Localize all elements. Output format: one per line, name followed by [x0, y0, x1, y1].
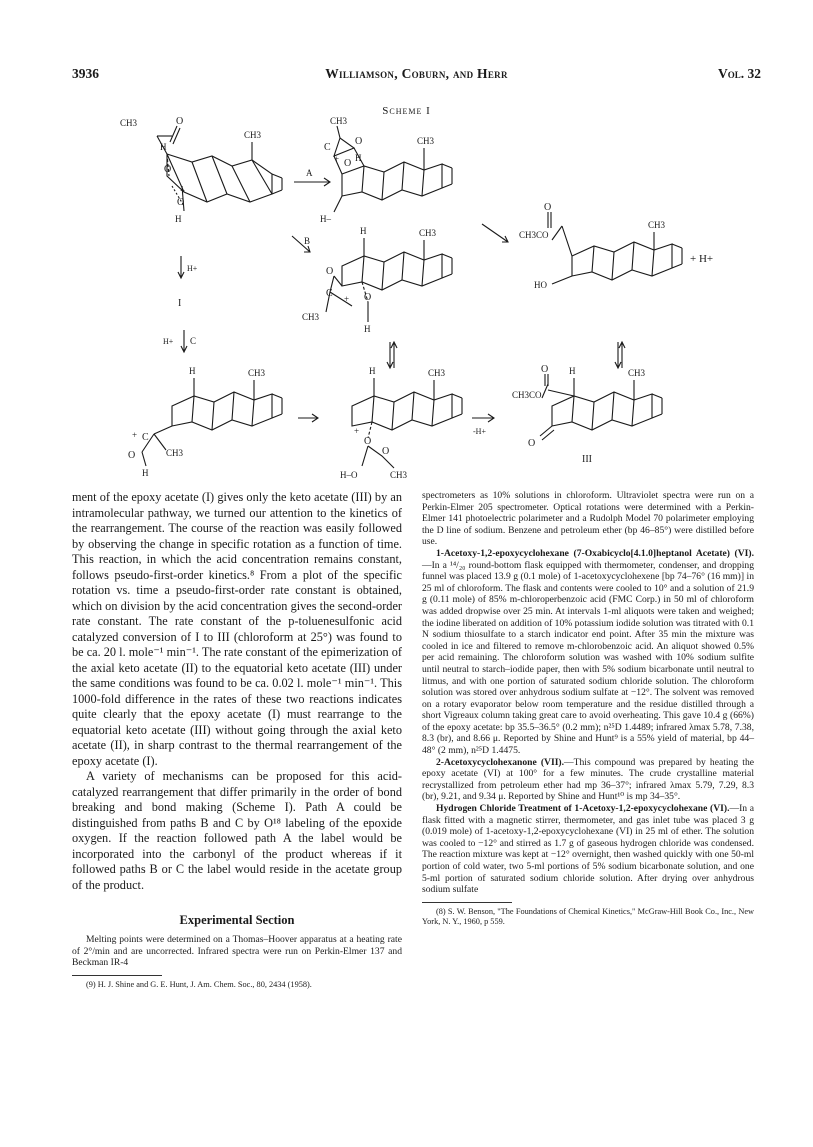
- heading-compound-vi: 1-Acetoxy-1,2-epoxycyclohexane (7-Oxabicyclo[4.1.0]heptanol Acetate) (VI).: [436, 547, 754, 559]
- heading-hcl-treatment: Hydrogen Chloride Treatment of 1-Acetoxy-1,2-epoxycyclohexane (VI).: [436, 803, 730, 815]
- atom-h-o: H–O: [340, 470, 358, 480]
- compound-label-i: I: [178, 298, 182, 309]
- left-paragraph-2: A variety of mechanisms can be proposed for this acid-catalyzed rearrangement that differ primarily in the order of bond breaking and bond making (Scheme I). Path A could be distinguished from paths B and C by O¹⁸ labeling of the epoxide oxygen. If the reaction followed path A the label would be incorporated into the carbonyl of the product whereas if it followed paths B or C the label would reside in the acetate group of the product.: [72, 769, 402, 892]
- arrow-to-keto-acetate: [482, 224, 508, 242]
- right-paragraph-4-text: —In a flask fitted with a magnetic stirrer, thermometer, and gas inlet tube was placed 3 g (0.019 mole) of 1-acetoxy-1,2-epoxycyclohexane (VI) in 25 ml of ether. The solution was cooled to −12° and stirred as 1.7 g of gaseous hydrogen chloride was condensed. The reaction mixture was kept at −12° overnight, then washed quickly with one 50-ml portion of cold water, two 5-ml portions of 5% sodium bicarbonate solution, and one 5-ml portion of saturated sodium chloride solution. After drying over anhydrous sodium sulfate: [422, 803, 754, 896]
- label-h-plus-2: H+: [163, 337, 174, 346]
- atom-ch3co-1: CH3CO: [519, 230, 549, 240]
- scheme-title: Scheme I: [382, 105, 431, 117]
- label-plus-h-plus: + H+: [690, 253, 714, 265]
- atom-ch3-2: CH3: [244, 130, 262, 140]
- atom-o-3: O: [177, 197, 185, 208]
- atom-ch3-8: CH3: [248, 368, 266, 378]
- atom-o-12: O: [541, 364, 549, 375]
- atom-h-7: H: [142, 468, 149, 478]
- arrow-minus-h-plus: [472, 414, 494, 436]
- charge-plus-5: +: [354, 426, 360, 436]
- running-authors: Williamson, Coburn, and Herr: [325, 66, 508, 81]
- atom-ch3-9: CH3: [166, 448, 184, 458]
- footnote-9: (9) H. J. Shine and G. E. Hunt, J. Am. Chem. Soc., 80, 2434 (1958).: [86, 979, 312, 989]
- charge-plus-4: +: [132, 430, 138, 440]
- reaction-scheme: [72, 116, 762, 486]
- charge-plus-2: +: [334, 154, 340, 164]
- footnote-rule-left: [72, 975, 162, 976]
- equilibrium-arrows: [387, 342, 625, 368]
- structure-acetoxonium-intermediate: [320, 116, 452, 224]
- atom-c-3: C: [142, 432, 149, 443]
- charge-plus-3: +: [344, 294, 350, 304]
- footnote-rule-right: [422, 902, 512, 903]
- compound-label-iii: III: [582, 454, 592, 465]
- atom-o-10: O: [364, 436, 372, 447]
- atom-h-5: H: [364, 324, 371, 334]
- atom-ch3-5: CH3: [419, 228, 437, 238]
- atom-h-4: H: [360, 226, 367, 236]
- atom-h-2: H: [175, 214, 182, 224]
- right-paragraph-3-text: —This compound was prepared by heating the epoxy acetate (VI) at 100° for a few minutes. The crude crystalline material recrystallized from petroleum ether had mp 36–37°; infrared λmax 5.79, 7.29, 8.3 (br), 9.21, and 9.34 μ. Reported by Shine and Hunt¹⁰ is mp 34–35°.: [422, 756, 754, 803]
- structure-protonated-epoxy-acetate: [120, 116, 282, 224]
- structure-iii: [512, 364, 662, 465]
- atom-ch3-12: CH3: [628, 368, 646, 378]
- atom-h-3: H: [355, 153, 362, 163]
- arrow-path-b: [292, 236, 310, 252]
- structure-bottom-left: [128, 366, 282, 478]
- atom-o-2: O: [164, 164, 172, 175]
- atom-o-5: O: [344, 158, 352, 169]
- left-column: [72, 490, 402, 990]
- atom-c-2: C: [326, 288, 333, 299]
- atom-o-7: O: [364, 292, 372, 303]
- heading-compound-vii: 2-Acetoxycyclohexanone (VII).: [436, 756, 565, 768]
- right-column: [422, 490, 754, 927]
- atom-ch3co-2: CH3CO: [512, 390, 542, 400]
- atom-o-13: O: [528, 438, 536, 449]
- atom-h-dash-1: H–: [320, 214, 331, 224]
- arrow-path-a: [294, 168, 330, 186]
- atom-ch3-3: CH3: [330, 116, 348, 126]
- right-paragraph-2-text: —In a ¹⁴/₂₀ round-bottom flask equipped with thermometer, condenser, and dropping funnel was placed 13.9 g (0.1 mole) of 1-acetoxycyclohexene [bp 74–76° (16 mm)] in 25 ml of chloroform. The flask and contents were cooled to 10° and a solution of 21.9 g (0.11 mole) of 85% m-chloroperbenzoic acid (FMC Corp.) in 50 ml of chloroform was added dropwise over 25 min. At intervals 1-ml aliquots were taken and weighed; the iodine liberated on addition of 10% potassium iodide solution was titrated with 0.1 N sodium thiosulfate to a starch indicator end point. After 35 min the mixture was cooled in ice and filtered to remove m-chlorobenzoic acid. An aliquot showed 0.5% per acid remaining. The chloroform solution was washed with 10% sodium sulfite until neutral to starch–iodide paper, then with 5% sodium bicarbonate until neutral to litmus, and with one portion of saturated sodium chloride solution. The chloroform solution was stored over anhydrous sodium sulfate at −12°. The solvent was removed on a rotary evaporator below room temperature and the residue distilled through a short Vigreaux column taking great care to avoid overheating. This gave 10.4 g (66%) of the epoxy acetate: bp 35.5–36.5° (0.2 mm); n²⁵D 1.4489; infrared λmax 5.78, 7.38, 8.3 (br), and 8.66 μ. Reported by Shine and Hunt⁹ is a 55% yield of material, bp 44–48° (2 mm), n²⁵D 1.4475.: [422, 559, 754, 757]
- atom-ch3-4: CH3: [417, 136, 435, 146]
- atom-h-6: H: [189, 366, 196, 376]
- atom-ho: HO: [534, 280, 547, 290]
- atom-o-8: O: [544, 202, 552, 213]
- atom-ch3-6: CH3: [302, 312, 320, 322]
- page-number: 3936: [72, 66, 99, 81]
- structure-oxocarbenium: [302, 226, 452, 334]
- label-minus-h-plus: -H+: [473, 427, 486, 436]
- section-heading-experimental: Experimental Section: [179, 913, 295, 927]
- right-paragraph-3: [422, 757, 754, 803]
- right-paragraph-2: [422, 548, 754, 757]
- label-h-plus-1: H+: [187, 264, 198, 273]
- label-path-b: B: [304, 236, 311, 246]
- atom-h-1: H: [160, 142, 167, 152]
- atom-c-1: C: [324, 142, 331, 153]
- atom-o-4: O: [355, 136, 363, 147]
- charge-plus-1: +: [180, 186, 186, 196]
- right-paragraph-4: [422, 803, 754, 896]
- atom-o-11: O: [382, 446, 390, 457]
- atom-o-9: O: [128, 450, 136, 461]
- footnote-8: (8) S. W. Benson, "The Foundations of Chemical Kinetics," McGraw-Hill Book Co., Inc., New York, N. Y., 1960, p 559.: [422, 906, 754, 927]
- label-path-c: C: [190, 336, 197, 346]
- left-paragraph-1: ment of the epoxy acetate (I) gives only the keto acetate (III) by an intramolecular pathway, we turned our attention to the kinetics of the rearrangement. The course of the reaction was easily followed by observing the change in specific rotation as a function of time. This reaction, in which the acid concentration remains constant, follows pseudo-first-order kinetics.⁸ From a plot of the specific rotation vs. time a pseudo-first-order rate constant is obtained, which on division by the acid concentration gives the second-order rate constant. The rate constant of the p-toluenesulfonic acid catalyzed conversion of I to III (chloroform at 25°) was found to be ca. 20 l. mole⁻¹ min⁻¹. The rate constant of the epimerization of the axial keto acetate (II) to the equatorial keto acetate (III) under the same conditions was found to be ca. 0.02 l. mole⁻¹ min⁻¹. This 1000-fold difference in the rates of these two reactions indicates quite clearly that the epoxy acetate (I) must rearrange to the equatorial keto acetate (III) without going through the axial keto acetate (II), in sharp contrast to the thermal rearrangement of the epoxy acetate (I).: [72, 490, 402, 768]
- atom-h-8: H: [369, 366, 376, 376]
- atom-ch3-1: CH3: [120, 118, 138, 128]
- atom-o-1: O: [176, 116, 184, 127]
- structure-bottom-middle: [340, 366, 462, 480]
- compound-i-block: [163, 256, 198, 352]
- atom-ch3-7: CH3: [648, 220, 666, 230]
- atom-o-6: O: [326, 266, 334, 277]
- running-header: [72, 66, 761, 84]
- structure-keto-acetate-protonated: [519, 202, 713, 290]
- arrow-bottom-left: [298, 414, 318, 422]
- atom-ch3-11: CH3: [390, 470, 408, 480]
- atom-h-9: H: [569, 366, 576, 376]
- atom-ch3-10: CH3: [428, 368, 446, 378]
- volume-label: Vol. 32: [717, 66, 761, 81]
- label-path-a: A: [306, 168, 313, 178]
- left-paragraph-3: Melting points were determined on a Thomas–Hoover apparatus at a heating rate of 2°/min and are uncorrected. Infrared spectra were run on Perkin-Elmer 137 and Beckman IR-4: [72, 934, 402, 969]
- right-paragraph-1: spectrometers as 10% solutions in chloroform. Ultraviolet spectra were run on a Perkin-Elmer 205 spectrometer. Optical rotations were determined with a Perkin-Elmer 141 photoelectric polarimeter and a Rudolph Model 70 polarimeter employing the D line of sodium. Benzene and petroleum ether (bp 46–85°) were distilled before use.: [422, 490, 754, 548]
